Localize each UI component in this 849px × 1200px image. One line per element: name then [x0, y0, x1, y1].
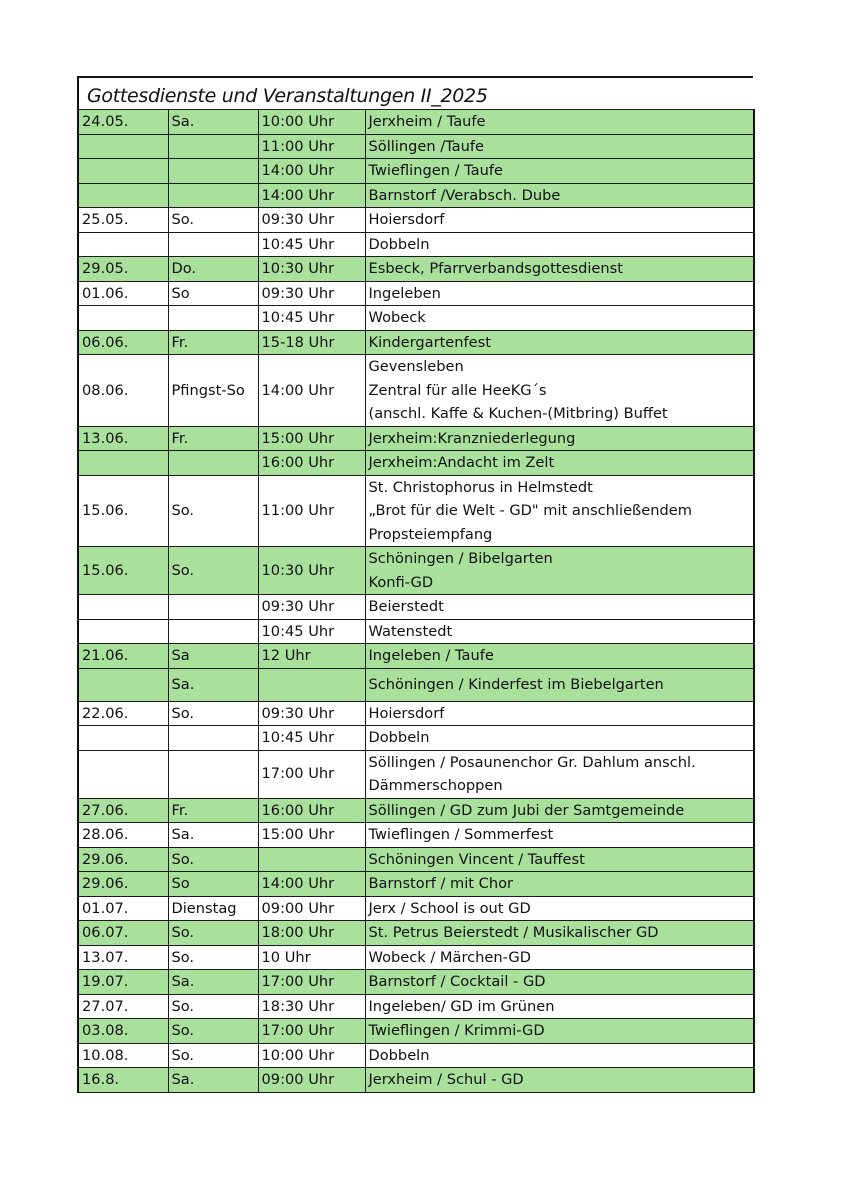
event-line: Twieflingen / Taufe [368, 162, 503, 179]
day-cell [168, 750, 258, 798]
event-cell [365, 159, 754, 184]
day-cell: So. [168, 547, 258, 595]
event-cell [365, 644, 754, 669]
day-cell: Sa. [168, 970, 258, 995]
date-cell: 08.06. [78, 355, 168, 427]
event-line: Söllingen /Taufe [368, 137, 484, 155]
day-cell: Fr. [168, 798, 258, 823]
time-cell: 16:00 Uhr [258, 798, 365, 823]
schedule-row [78, 110, 754, 135]
date-cell: 29.05. [78, 257, 168, 282]
day-cell: So. [168, 945, 258, 970]
schedule-row [78, 1068, 754, 1093]
event-cell [365, 257, 754, 282]
schedule-row [78, 257, 754, 282]
schedule-row [78, 595, 754, 620]
event-line: Barnstorf / Cocktail - GD [368, 973, 546, 990]
schedule-row [78, 668, 754, 701]
schedule-row [78, 281, 754, 306]
day-cell: So. [168, 847, 258, 872]
schedule-document [77, 76, 753, 1093]
event-cell [365, 847, 754, 872]
time-cell: 10:45 Uhr [258, 619, 365, 644]
event-cell [365, 232, 754, 257]
event-cell [365, 823, 754, 848]
schedule-row [78, 451, 754, 476]
time-cell: 17:00 Uhr [258, 970, 365, 995]
schedule-row [78, 330, 754, 355]
day-cell [168, 306, 258, 331]
date-cell: 21.06. [78, 644, 168, 669]
event-line: Jerxheim / Taufe [368, 113, 486, 130]
event-cell [365, 970, 754, 995]
event-line: Twieflingen / Krimmi-GD [368, 1022, 545, 1039]
event-cell [365, 750, 754, 798]
day-cell: Sa. [168, 823, 258, 848]
event-cell [365, 595, 754, 620]
date-cell: 28.06. [78, 823, 168, 848]
day-cell: Do. [168, 257, 258, 282]
event-cell [365, 183, 754, 208]
event-line: Schöningen Vincent / Tauffest [368, 850, 585, 868]
schedule-rows [78, 110, 754, 1093]
day-cell [168, 232, 258, 257]
time-cell: 18:30 Uhr [258, 994, 365, 1019]
date-cell: 22.06. [78, 701, 168, 726]
schedule-row [78, 355, 754, 427]
event-line: Söllingen / GD zum Jubi der Samtgemeinde [368, 801, 685, 819]
event-line: Jerxheim / Schul - GD [368, 1071, 524, 1088]
schedule-row [78, 945, 754, 970]
event-line: Schöningen / Kinderfest im Biebelgarten [368, 675, 664, 693]
day-cell: So. [168, 994, 258, 1019]
date-cell [78, 134, 168, 159]
schedule-row [78, 475, 754, 547]
time-cell: 12 Uhr [258, 644, 365, 669]
date-cell: 27.07. [78, 994, 168, 1019]
event-line: Schöningen / Bibelgarten [368, 550, 553, 567]
event-line: Jerx / School is out GD [368, 899, 531, 917]
event-line: Barnstorf /Verabsch. Dube [368, 186, 561, 204]
day-cell [168, 451, 258, 476]
time-cell: 09:30 Uhr [258, 595, 365, 620]
day-cell [168, 159, 258, 184]
event-cell [365, 896, 754, 921]
time-cell: 11:00 Uhr [258, 134, 365, 159]
schedule-row [78, 547, 754, 595]
event-line: Gevensleben [368, 358, 464, 375]
event-cell [365, 872, 754, 897]
time-cell: 18:00 Uhr [258, 921, 365, 946]
schedule-row [78, 750, 754, 798]
schedule-row [78, 1019, 754, 1044]
time-cell: 10:00 Uhr [258, 1043, 365, 1068]
event-cell [365, 1043, 754, 1068]
schedule-row [78, 159, 754, 184]
date-cell [78, 183, 168, 208]
day-cell: Pfingst-So [168, 355, 258, 427]
event-line: Dobbeln [368, 729, 430, 746]
date-cell: 15.06. [78, 475, 168, 547]
event-cell [365, 798, 754, 823]
date-cell: 27.06. [78, 798, 168, 823]
event-line: Dobbeln [368, 235, 430, 253]
day-cell: Sa. [168, 1068, 258, 1093]
date-cell: 15.06. [78, 547, 168, 595]
event-cell [365, 134, 754, 159]
event-line: „Brot für die Welt - GD" mit anschließendem [368, 502, 692, 519]
event-cell [365, 945, 754, 970]
time-cell: 15-18 Uhr [258, 330, 365, 355]
date-cell [78, 232, 168, 257]
day-cell: So. [168, 1019, 258, 1044]
event-line: Ingeleben/ GD im Grünen [368, 997, 555, 1015]
date-cell: 29.06. [78, 847, 168, 872]
day-cell: Dienstag [168, 896, 258, 921]
event-line: Wobeck [368, 309, 426, 326]
time-cell [258, 847, 365, 872]
time-cell: 09:00 Uhr [258, 1068, 365, 1093]
event-cell [365, 547, 754, 595]
time-cell: 10:45 Uhr [258, 306, 365, 331]
day-cell: So. [168, 475, 258, 547]
event-cell [365, 306, 754, 331]
day-cell: Fr. [168, 426, 258, 451]
event-line: Konfi-GD [368, 573, 434, 591]
event-line: Beierstedt [368, 598, 444, 615]
date-cell: 01.06. [78, 281, 168, 306]
event-line: Ingeleben [368, 284, 441, 302]
schedule-row [78, 644, 754, 669]
day-cell: So. [168, 921, 258, 946]
date-cell [78, 451, 168, 476]
time-cell [258, 668, 365, 701]
event-line: Hoiersdorf [368, 704, 445, 722]
event-line: St. Petrus Beierstedt / Musikalischer GD [368, 924, 659, 941]
time-cell: 10:30 Uhr [258, 257, 365, 282]
time-cell: 15:00 Uhr [258, 823, 365, 848]
date-cell [78, 619, 168, 644]
event-cell [365, 475, 754, 547]
schedule-row [78, 994, 754, 1019]
event-cell [365, 726, 754, 751]
date-cell [78, 726, 168, 751]
date-cell: 03.08. [78, 1019, 168, 1044]
time-cell: 17:00 Uhr [258, 750, 365, 798]
schedule-row [78, 183, 754, 208]
event-cell [365, 701, 754, 726]
time-cell: 09:30 Uhr [258, 701, 365, 726]
event-line: Twieflingen / Sommerfest [368, 826, 554, 843]
schedule-row [78, 726, 754, 751]
time-cell: 10:45 Uhr [258, 726, 365, 751]
date-cell [78, 159, 168, 184]
day-cell: Fr. [168, 330, 258, 355]
date-cell [78, 595, 168, 620]
event-cell [365, 921, 754, 946]
event-cell [365, 451, 754, 476]
schedule-row [78, 1043, 754, 1068]
event-cell [365, 668, 754, 701]
date-cell: 01.07. [78, 896, 168, 921]
day-cell: So [168, 281, 258, 306]
time-cell: 14:00 Uhr [258, 183, 365, 208]
day-cell: Sa. [168, 110, 258, 135]
date-cell: 10.08. [78, 1043, 168, 1068]
date-cell: 25.05. [78, 208, 168, 233]
event-line: Hoiersdorf [368, 211, 445, 228]
time-cell: 10:00 Uhr [258, 110, 365, 135]
day-cell [168, 619, 258, 644]
day-cell: Sa. [168, 668, 258, 701]
event-cell [365, 426, 754, 451]
time-cell: 15:00 Uhr [258, 426, 365, 451]
event-cell [365, 281, 754, 306]
time-cell: 09:30 Uhr [258, 208, 365, 233]
schedule-row [78, 619, 754, 644]
event-cell [365, 330, 754, 355]
date-cell [78, 750, 168, 798]
time-cell: 14:00 Uhr [258, 159, 365, 184]
event-line: Esbeck, Pfarrverbandsgottesdienst [368, 260, 623, 277]
schedule-row [78, 426, 754, 451]
schedule-row [78, 896, 754, 921]
time-cell: 10:30 Uhr [258, 547, 365, 595]
event-line: Zentral für alle HeeKG´s [368, 381, 547, 399]
day-cell [168, 183, 258, 208]
schedule-row [78, 134, 754, 159]
event-line: (anschl. Kaffe & Kuchen-(Mitbring) Buffet [368, 405, 668, 422]
day-cell: So. [168, 701, 258, 726]
schedule-row [78, 847, 754, 872]
time-cell: 14:00 Uhr [258, 872, 365, 897]
date-cell [78, 306, 168, 331]
schedule-row [78, 970, 754, 995]
time-cell: 17:00 Uhr [258, 1019, 365, 1044]
time-cell: 09:00 Uhr [258, 896, 365, 921]
event-line: St. Christophorus in Helmstedt [368, 478, 593, 496]
date-cell: 06.07. [78, 921, 168, 946]
date-cell [78, 668, 168, 701]
time-cell: 16:00 Uhr [258, 451, 365, 476]
event-cell [365, 619, 754, 644]
time-cell: 09:30 Uhr [258, 281, 365, 306]
schedule-table [77, 109, 755, 1093]
schedule-row [78, 208, 754, 233]
event-cell [365, 1068, 754, 1093]
event-line: Jerxheim:Kranzniederlegung [368, 429, 576, 447]
schedule-row [78, 872, 754, 897]
event-line: Ingeleben / Taufe [368, 647, 494, 664]
event-line: Barnstorf / mit Chor [368, 875, 514, 892]
event-cell [365, 355, 754, 427]
event-line: Dobbeln [368, 1046, 430, 1064]
schedule-row [78, 701, 754, 726]
event-line: Jerxheim:Andacht im Zelt [368, 454, 555, 471]
date-cell: 06.06. [78, 330, 168, 355]
schedule-row [78, 921, 754, 946]
day-cell: Sa [168, 644, 258, 669]
event-line: Wobeck / Märchen-GD [368, 948, 531, 966]
date-cell: 13.07. [78, 945, 168, 970]
date-cell: 16.8. [78, 1068, 168, 1093]
date-cell: 24.05. [78, 110, 168, 135]
event-line: Watenstedt [368, 622, 453, 640]
day-cell [168, 595, 258, 620]
date-cell: 29.06. [78, 872, 168, 897]
date-cell: 13.06. [78, 426, 168, 451]
day-cell: So. [168, 1043, 258, 1068]
event-cell [365, 994, 754, 1019]
day-cell: So. [168, 208, 258, 233]
schedule-row [78, 823, 754, 848]
schedule-row [78, 232, 754, 257]
document-title: Gottesdienste und Veranstaltungen II_2025 [77, 76, 753, 109]
event-cell [365, 208, 754, 233]
event-cell [365, 110, 754, 135]
time-cell: 14:00 Uhr [258, 355, 365, 427]
event-line: Kindergartenfest [368, 333, 491, 351]
date-cell: 19.07. [78, 970, 168, 995]
day-cell [168, 726, 258, 751]
day-cell [168, 134, 258, 159]
event-line: Dämmerschoppen [368, 777, 503, 794]
event-line: Propsteiempfang [368, 525, 493, 543]
day-cell: So [168, 872, 258, 897]
time-cell: 11:00 Uhr [258, 475, 365, 547]
time-cell: 10 Uhr [258, 945, 365, 970]
schedule-row [78, 306, 754, 331]
time-cell: 10:45 Uhr [258, 232, 365, 257]
event-cell [365, 1019, 754, 1044]
schedule-row [78, 798, 754, 823]
event-line: Söllingen / Posaunenchor Gr. Dahlum anschl. [368, 753, 696, 771]
